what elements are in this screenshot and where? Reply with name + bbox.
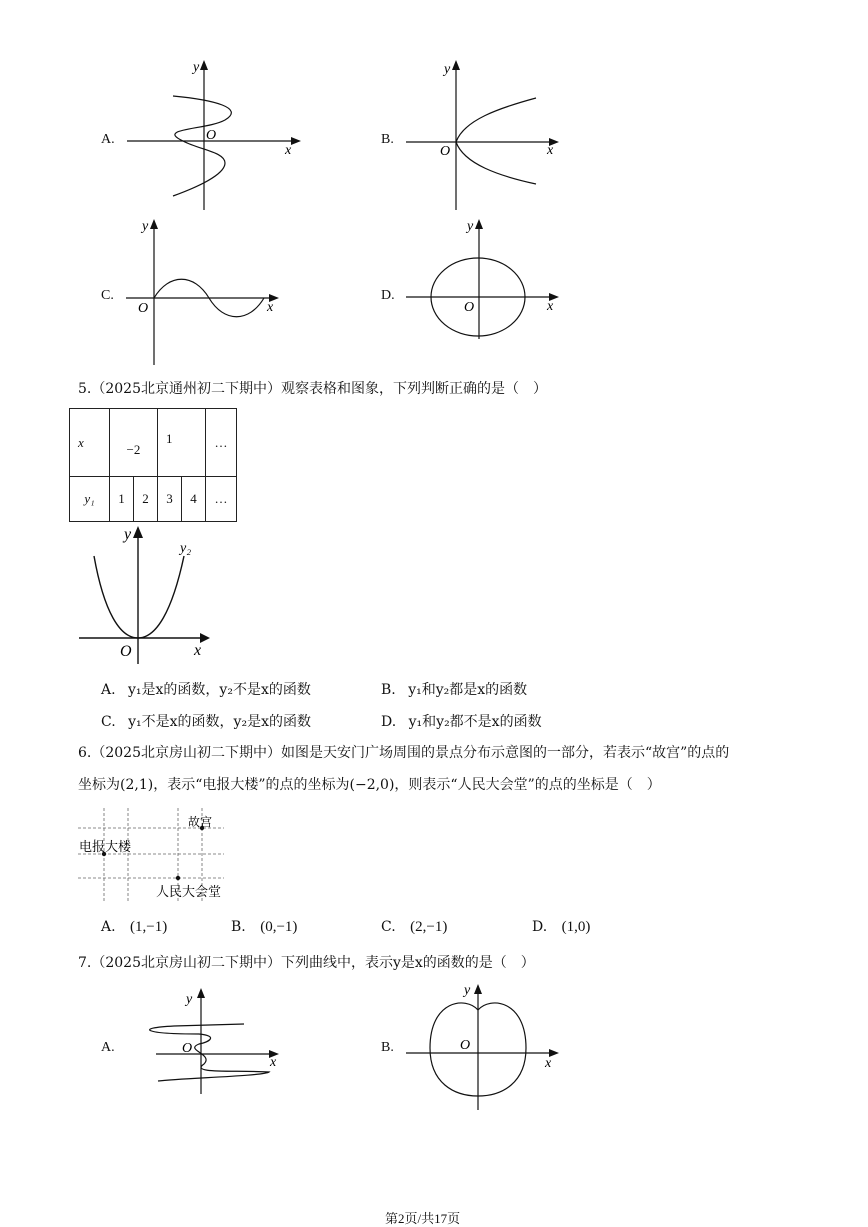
svg-text:x: x bbox=[270, 1055, 277, 1070]
q4-option-c-label: C. bbox=[101, 288, 114, 303]
x-axis-label: x bbox=[285, 143, 292, 158]
q6-option-d bbox=[532, 919, 590, 936]
q6-title-line1: 6.（2025北京房山初二下期中）如图是天安门广场周围的景点分布示意图的一部分，若表示“故宫”的点的 bbox=[78, 745, 730, 761]
q6-option-a bbox=[101, 919, 167, 936]
table-cell: 2 bbox=[133, 477, 157, 522]
renmin-point bbox=[176, 876, 180, 880]
q4-option-b-label: B. bbox=[381, 132, 394, 147]
q5-graph bbox=[76, 522, 216, 664]
svg-text:y: y bbox=[464, 983, 471, 998]
q5-option-d bbox=[381, 711, 542, 731]
q6-option-c bbox=[381, 919, 447, 936]
table-cell: 1 bbox=[109, 477, 133, 522]
svg-text:O: O bbox=[120, 643, 132, 660]
svg-text:x: x bbox=[547, 143, 554, 158]
q6-title-line2: 坐标为(2,1)，表示“电报大楼”的点的坐标为(−2,0)，则表示“人民大会堂”的点的坐标是（ ） bbox=[78, 777, 661, 793]
q5-option-a bbox=[101, 679, 311, 699]
table-cell: 3 bbox=[157, 477, 181, 522]
option-text: (0,−1) bbox=[260, 919, 298, 935]
svg-text:O: O bbox=[138, 301, 149, 316]
option-label: C. bbox=[381, 919, 396, 935]
svg-text:x: x bbox=[194, 642, 202, 659]
curve bbox=[173, 96, 231, 196]
origin-label: O bbox=[206, 128, 217, 143]
option-label: B. bbox=[231, 919, 246, 935]
q7-option-b-graph bbox=[404, 978, 564, 1113]
svg-text:y: y bbox=[186, 992, 193, 1007]
option-text: y₁不是x的函数，y₂是x的函数 bbox=[128, 714, 311, 730]
option-label: D. bbox=[381, 714, 397, 730]
svg-text:x: x bbox=[545, 1056, 552, 1071]
svg-text:x: x bbox=[547, 299, 554, 314]
y-axis-arrow bbox=[200, 60, 208, 70]
option-text: y₁是x的函数，y₂不是x的函数 bbox=[128, 682, 311, 698]
table-cell: … bbox=[206, 477, 237, 522]
q6-option-b bbox=[231, 919, 297, 936]
q7-title: 7.（2025北京房山初二下期中）下列曲线中，表示y是x的函数的是（ ） bbox=[78, 955, 535, 971]
option-label: D. bbox=[532, 919, 548, 935]
option-text: y₁和y₂都是x的函数 bbox=[408, 682, 528, 698]
q7-option-b-label: B. bbox=[381, 1040, 394, 1055]
svg-text:O: O bbox=[440, 144, 451, 159]
q6-map bbox=[76, 806, 256, 904]
option-label: C. bbox=[101, 714, 116, 730]
q7-option-a-graph bbox=[124, 984, 284, 1096]
option-text: (1,−1) bbox=[130, 919, 168, 935]
q4-option-c-graph bbox=[124, 215, 284, 370]
q5-option-b bbox=[381, 679, 527, 699]
svg-text:y: y bbox=[142, 219, 149, 234]
option-text: y₁和y₂都不是x的函数 bbox=[408, 714, 542, 730]
q5-option-c bbox=[101, 711, 311, 731]
q4-option-a-graph bbox=[125, 58, 305, 218]
option-label: B. bbox=[381, 682, 396, 698]
curve bbox=[150, 1024, 269, 1081]
table-row2-label: y₁ bbox=[70, 477, 110, 522]
table-cell: −2 bbox=[109, 409, 157, 477]
svg-text:y: y bbox=[444, 62, 451, 77]
q4-option-a-label: A. bbox=[101, 132, 115, 147]
x-axis-arrow bbox=[291, 137, 301, 145]
option-text: (2,−1) bbox=[410, 919, 448, 935]
svg-text:y: y bbox=[467, 219, 474, 234]
q5-title: 5.（2025北京通州初二下期中）观察表格和图象，下列判断正确的是（ ） bbox=[78, 381, 547, 397]
table-cell: 4 bbox=[181, 477, 205, 522]
svg-text:O: O bbox=[182, 1041, 193, 1056]
option-label: A. bbox=[101, 919, 116, 935]
parabola bbox=[94, 556, 184, 638]
y-axis-label: y bbox=[193, 60, 200, 75]
table-row1-label: x bbox=[70, 409, 110, 477]
y2-label: y₂ bbox=[180, 541, 192, 556]
gugong-label: 故宫 bbox=[188, 815, 213, 829]
svg-text:O: O bbox=[464, 300, 475, 315]
table-cell: … bbox=[206, 409, 237, 477]
curve bbox=[456, 98, 536, 184]
q7-option-a-label: A. bbox=[101, 1040, 115, 1055]
svg-text:O: O bbox=[460, 1038, 471, 1053]
svg-text:x: x bbox=[267, 300, 274, 315]
option-label: A. bbox=[101, 682, 116, 698]
svg-text:y: y bbox=[124, 526, 132, 543]
q5-table bbox=[69, 408, 237, 522]
table-cell: 1 bbox=[157, 409, 205, 477]
option-text: (1,0) bbox=[561, 919, 591, 935]
q4-option-d-label: D. bbox=[381, 288, 395, 303]
page-footer: 第2页/共17页 bbox=[385, 1211, 461, 1226]
q4-option-b-graph bbox=[404, 58, 564, 218]
q4-option-d-graph bbox=[404, 215, 564, 340]
dianbao-label: 电报大楼 bbox=[79, 839, 132, 854]
renmin-label: 人民大会堂 bbox=[156, 884, 222, 899]
